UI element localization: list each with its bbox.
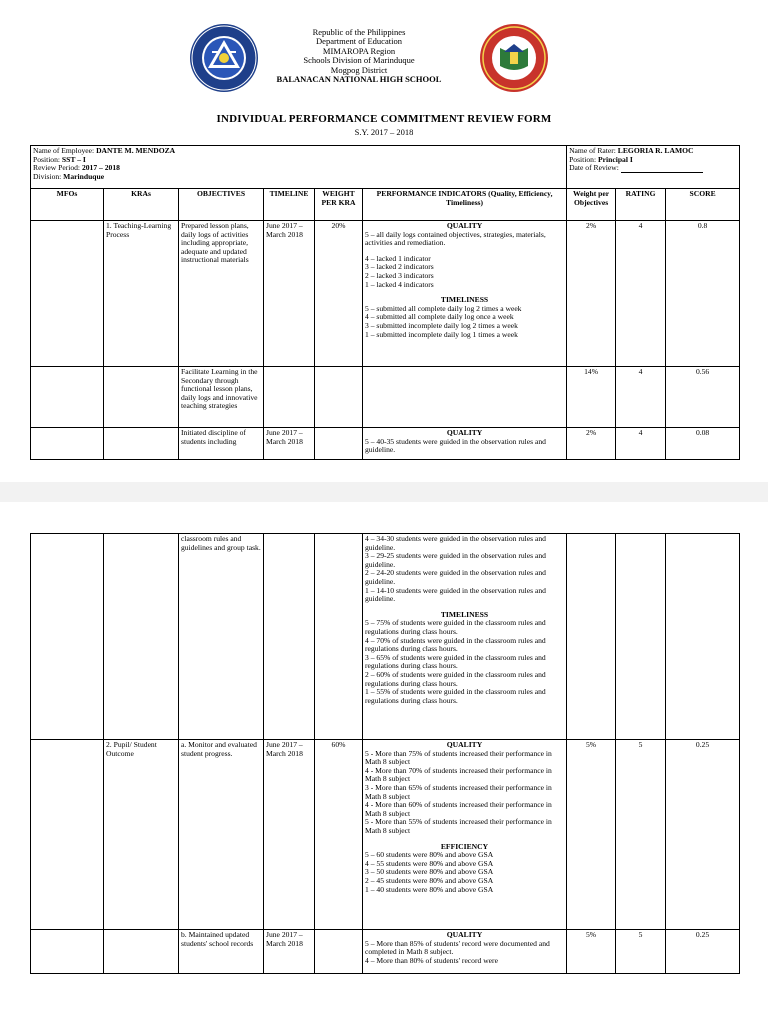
indicator-line: 5 – 60 students were 80% and above GSA (365, 850, 494, 860)
school-seal-logo (478, 22, 550, 94)
form-title: INDIVIDUAL PERFORMANCE COMMITMENT REVIEW FORM (216, 113, 552, 125)
rating-cell: 4 (616, 428, 666, 460)
table-row (31, 367, 740, 428)
mfo-cell (31, 367, 104, 428)
objective-cell: Initiated discipline of students including (179, 428, 264, 460)
kra-cell (104, 534, 179, 740)
indicator-line: 4 – 70% of students were guided in the classroom rules and regulations during class hours. (365, 635, 546, 654)
weight-kra-cell (315, 428, 363, 460)
col-indicators: PERFORMANCE INDICATORS (Quality, Efficiency, Timeliness) (363, 189, 567, 221)
indicator-line: 2 – 45 students were 80% and above GSA (365, 875, 494, 885)
timeline-cell: June 2017 – March 2018 (264, 930, 315, 974)
indicator-line: 3 – 65% of students were guided in the classroom rules and regulations during class hours. (365, 652, 546, 671)
page-gap (0, 482, 768, 502)
employee-name: DANTE M. MENDOZA (96, 146, 176, 155)
indicator-line: 1 – 40 students were 80% and above GSA (365, 884, 494, 894)
table-row (31, 740, 740, 930)
indicator-line: 1 – lacked 4 indicators (365, 279, 434, 289)
indicator-line: 5 – submitted all complete daily log 2 times a week (365, 303, 522, 313)
score-cell: 0.8 (666, 221, 740, 367)
kra-cell (104, 930, 179, 974)
indicators-cell (363, 534, 567, 740)
table-row (31, 221, 740, 367)
mfo-cell (31, 428, 104, 460)
kra-cell: 2. Pupil/ Student Outcome (104, 740, 179, 930)
timeline-cell: June 2017 – March 2018 (264, 428, 315, 460)
weight-kra-cell (315, 930, 363, 974)
objective-cell: Prepared lesson plans, daily logs of activities including appropriate, adequate and updated instructional materials (179, 221, 264, 367)
timeline-cell (264, 367, 315, 428)
agency-line: Mogpog District (330, 64, 388, 75)
indicator-line: 5 – all daily logs contained objectives, strategies, materials, activities and remediation. (365, 229, 546, 248)
indicator-line: 3 – submitted incomplete daily log 2 times a week (365, 320, 518, 330)
indicator-line: 5 - More than 55% of students increased their performance in Math 8 subject (365, 817, 552, 835)
weight-kra-cell: 60% (315, 740, 363, 930)
score-cell (666, 534, 740, 740)
weight-kra-cell (315, 534, 363, 740)
rater-position: Principal I (598, 154, 633, 164)
indicator-line: 5 – More than 85% of students' record were documented and completed in Math 8 subject. (365, 938, 550, 957)
indicator-line: 4 – submitted all complete daily log once a week (365, 312, 514, 322)
indicators-cell (363, 221, 567, 367)
indicator-line: 4 – lacked 1 indicator (365, 253, 431, 263)
indicator-line: 3 - More than 65% of students increased their performance in Math 8 subject (365, 782, 552, 801)
indicator-line: 1 – submitted incomplete daily log 1 times a week (365, 329, 518, 339)
score-cell: 0.25 (666, 740, 740, 930)
indicator-line: 3 – 29-25 students were guided in the observation rules and guideline. (365, 551, 546, 569)
rating-cell: 5 (616, 930, 666, 974)
indicators-cell (363, 930, 567, 974)
table-row (31, 930, 740, 974)
indicators-cell (363, 428, 567, 460)
weight-obj-cell: 2% (567, 221, 616, 367)
kra-cell (104, 428, 179, 460)
rater-name: LEGORIA R. LAMOC (617, 146, 694, 155)
weight-obj-cell: 2% (567, 428, 616, 460)
score-cell: 0.08 (666, 428, 740, 460)
kra-cell: 1. Teaching-Learning Process (104, 221, 179, 367)
quality-heading: QUALITY (446, 740, 483, 749)
col-timeline: TIMELINE (264, 189, 315, 221)
timeline-cell: June 2017 – March 2018 (264, 740, 315, 930)
table-row (31, 428, 740, 460)
score-cell: 0.56 (666, 367, 740, 428)
agency-line: Republic of the Philippines (312, 27, 406, 37)
indicators-cell (363, 740, 567, 930)
division: Marinduque (63, 171, 105, 181)
indicator-line: 2 – 24-20 students were guided in the observation rules and guideline. (365, 568, 546, 586)
mfo-cell (31, 930, 104, 974)
indicator-line: 4 - More than 70% of students increased their performance in Math 8 subject (365, 765, 552, 784)
form-page-1 (0, 0, 768, 482)
mfo-cell (31, 221, 104, 367)
indicators-cell (363, 367, 567, 428)
indicator-line: 2 – lacked 3 indicators (365, 270, 434, 280)
indicator-line: 4 – More than 80% of students' record were (365, 955, 498, 965)
employee-position: SST – I (61, 154, 86, 164)
agency-line: MIMAROPA Region (322, 45, 396, 56)
weight-obj-cell: 5% (567, 740, 616, 930)
objective-cell: b. Maintained updated students' school records (179, 930, 264, 974)
agency-header (250, 28, 468, 84)
review-date-blank (621, 165, 703, 173)
ipcrf-table-page-1 (30, 145, 740, 460)
indicator-line: 5 – 75% of students were guided in the classroom rules and regulations during class hours. (365, 618, 546, 636)
kra-cell (104, 367, 179, 428)
col-objectives: OBJECTIVES (179, 189, 264, 221)
mfo-cell (31, 534, 104, 740)
quality-heading: QUALITY (446, 428, 483, 437)
col-weight-kra: WEIGHT PER KRA (315, 189, 363, 221)
indicator-line: 5 – 40-35 students were guided in the observation rules and guideline. (365, 436, 546, 455)
school-name: BALANACAN NATIONAL HIGH SCHOOL (276, 74, 442, 85)
weight-obj-cell: 5% (567, 930, 616, 974)
rating-cell: 4 (616, 221, 666, 367)
timeline-cell (264, 534, 315, 740)
timeline-cell: June 2017 – March 2018 (264, 221, 315, 367)
employee-info: Name of Employee: DANTE M. MENDOZA Position: SST – I Review Period: 2017 – 2018 Division: Marinduque (31, 146, 567, 189)
rating-cell: 5 (616, 740, 666, 930)
rating-cell (616, 534, 666, 740)
weight-kra-cell (315, 367, 363, 428)
rating-cell: 4 (616, 367, 666, 428)
school-year: S.Y. 2017 – 2018 (354, 127, 414, 137)
col-score: SCORE (666, 189, 740, 221)
objective-cell: a. Monitor and evaluated student progress. (179, 740, 264, 930)
weight-obj-cell: 14% (567, 367, 616, 428)
col-rating: RATING (616, 189, 666, 221)
indicator-line: 1 – 55% of students were guided in the classroom rules and regulations during class hours. (365, 687, 546, 705)
form-page-2 (0, 502, 768, 1024)
efficiency-heading: EFFICIENCY (440, 841, 489, 851)
indicator-line: 3 – lacked 2 indicators (365, 262, 434, 272)
indicator-line: 4 – 34-30 students were guided in the observation rules and guideline. (365, 534, 546, 552)
indicator-line: 4 – 55 students were 80% and above GSA (365, 858, 494, 868)
weight-obj-cell (567, 534, 616, 740)
table-row (31, 534, 740, 740)
indicator-line: 4 - More than 60% of students increased their performance in Math 8 subject (365, 800, 552, 818)
weight-kra-cell: 20% (315, 221, 363, 367)
score-cell: 0.25 (666, 930, 740, 974)
ipcrf-table-page-2 (30, 533, 740, 974)
timeliness-heading: TIMELINESS (440, 295, 489, 305)
indicator-line: 5 - More than 75% of students increased their performance in Math 8 subject (365, 748, 552, 767)
review-period: 2017 – 2018 (81, 163, 120, 173)
indicator-line: 1 – 14-10 students were guided in the observation rules and guideline. (365, 585, 546, 604)
agency-line: Schools Division of Marinduque (303, 55, 415, 66)
column-header-row (31, 189, 740, 221)
timeliness-heading: TIMELINESS (440, 609, 489, 619)
quality-heading: QUALITY (446, 221, 483, 230)
objective-cell: classroom rules and guidelines and group task. (179, 534, 264, 740)
quality-heading: QUALITY (446, 930, 483, 939)
mfo-cell (31, 740, 104, 930)
rater-info: Name of Rater: LEGORIA R. LAMOC Position: Principal I Date of Review: (567, 146, 740, 189)
agency-line: Department of Education (316, 36, 402, 47)
indicator-line: 2 – 60% of students were guided in the classroom rules and regulations during class hours. (365, 669, 546, 688)
col-mfos: MFOs (31, 189, 104, 221)
indicator-line: 3 – 50 students were 80% and above GSA (365, 867, 494, 877)
objective-cell: Facilitate Learning in the Secondary through functional lesson plans, daily logs and innovative teaching strategies (179, 367, 264, 428)
col-weight-obj: Weight per Objectives (567, 189, 616, 221)
info-row (31, 146, 740, 189)
col-kras: KRAs (104, 189, 179, 221)
